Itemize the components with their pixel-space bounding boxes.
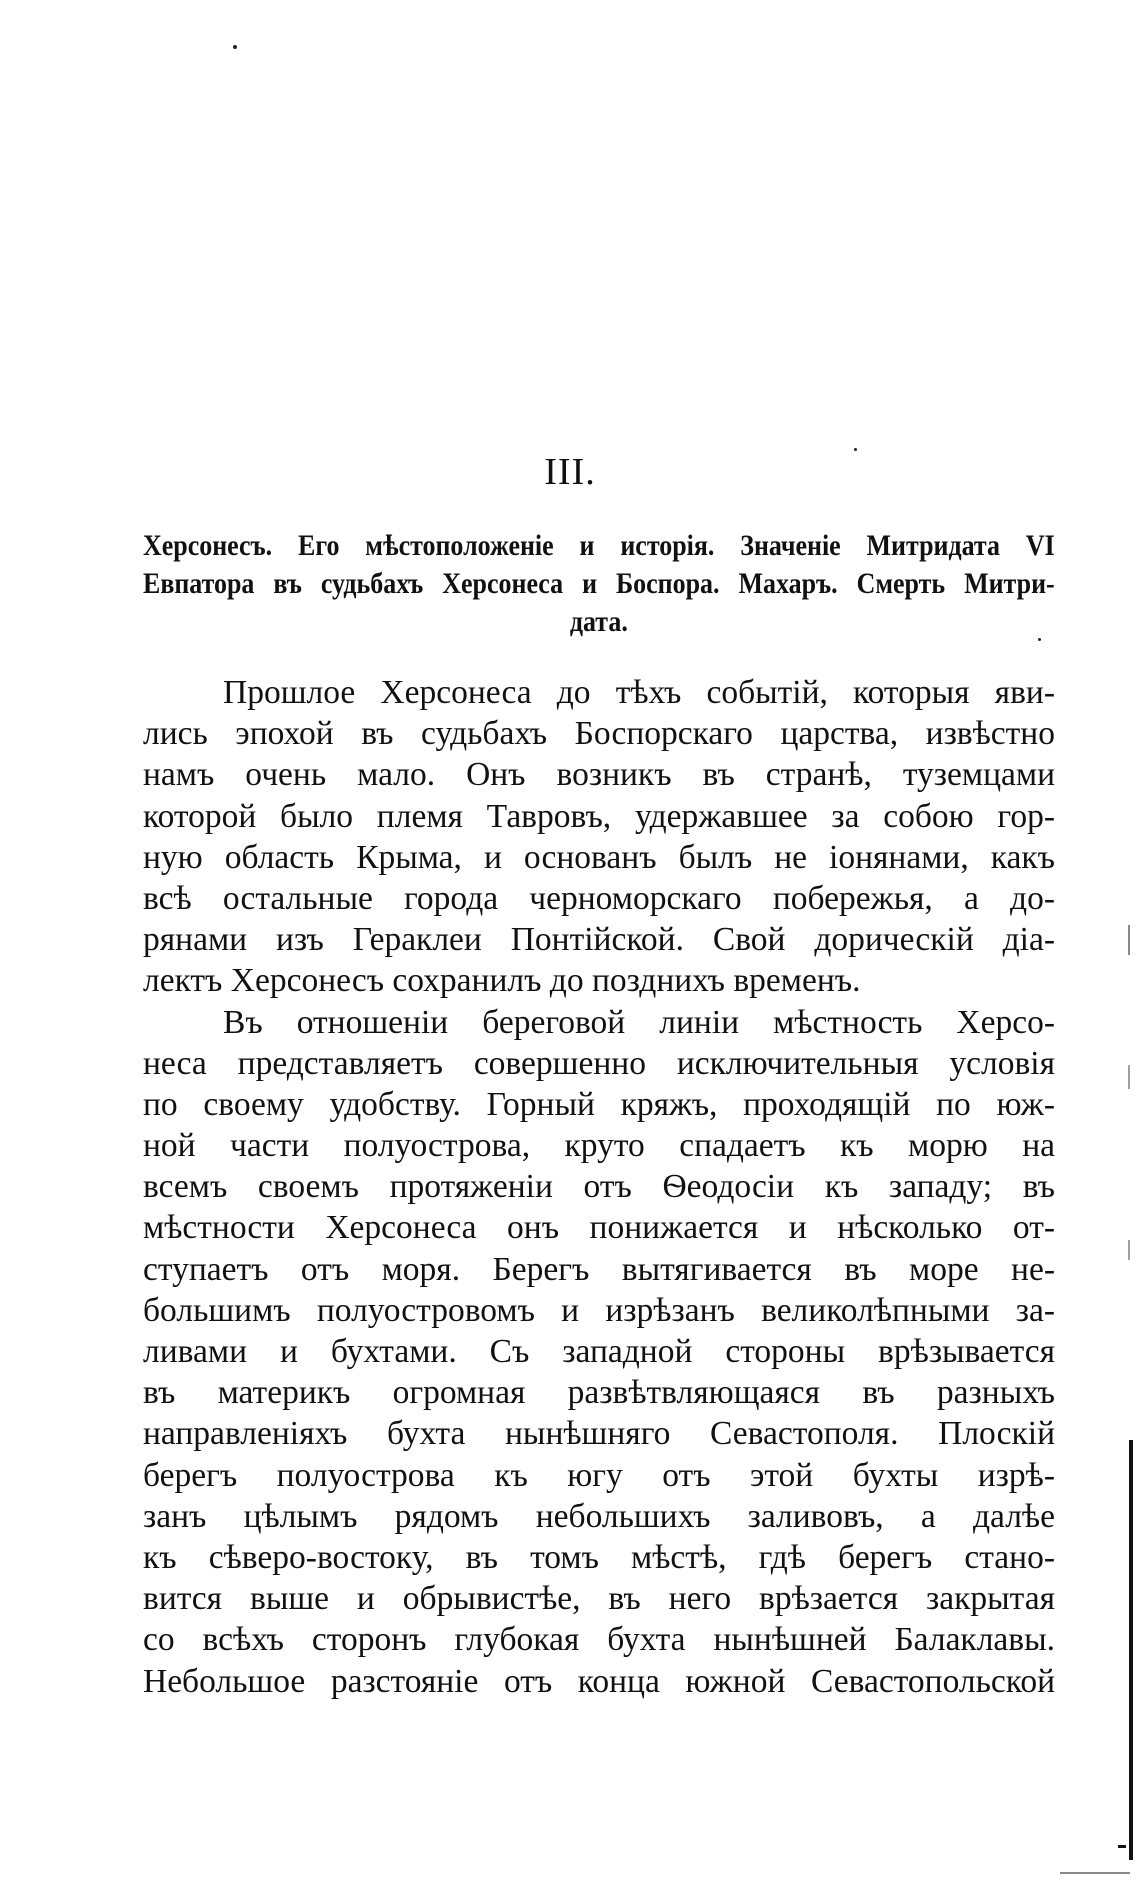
text-line: ступаетъ отъ моря. Берегъ вытягивается въ море не- [143, 1250, 1055, 1288]
text-line: рянами изъ Гераклеи Понтійской. Свой дорическій діа- [143, 921, 1055, 959]
page-edge-mark [1128, 1240, 1130, 1260]
text-line: которой было племя Тавровъ, удержавшее за собою гор- [143, 797, 1055, 835]
text-line: къ сѣверо-востоку, въ томъ мѣстѣ, гдѣ берегъ стано- [143, 1538, 1055, 1576]
text-line: ной части полуострова, круто спадаетъ къ морю на [143, 1127, 1055, 1165]
text-line: Прошлое Херсонеса до тѣхъ событій, которыя яви- [223, 674, 1055, 711]
page-edge-mark [1128, 1065, 1130, 1089]
paragraph [143, 672, 1055, 1002]
text-line: вится выше и обрывистѣе, въ него врѣзается закрытая [143, 1580, 1055, 1618]
summary-line: Евпатора въ судьбахъ Херсонеса и Боспора. Махаръ. Смерть Митри- [143, 568, 1055, 600]
body-text [143, 672, 1055, 1702]
text-line: всѣ остальные города черноморскаго побережья, а до- [143, 879, 1055, 917]
text-line: большимъ полуостровомъ и изрѣзанъ великолѣпными за- [143, 1291, 1055, 1329]
text-line: въ материкъ огромная развѣтвляющаяся въ разныхъ [143, 1374, 1055, 1412]
text-line: Небольшое разстояніе отъ конца южной Севастопольской [143, 1662, 1055, 1700]
text-line: намъ очень мало. Онъ возникъ въ странѣ, туземцами [143, 756, 1055, 794]
text-line: берегъ полуострова къ югу отъ этой бухты изрѣ- [143, 1456, 1055, 1494]
chapter-summary [143, 527, 1055, 641]
text-line: Въ отношеніи береговой линіи мѣстность Херсо- [223, 1003, 1055, 1041]
text-line: лись эпохой въ судьбахъ Боспорскаго царства, извѣстно [143, 715, 1055, 753]
text-line: мѣстности Херсонеса онъ понижается и нѣсколько от- [143, 1209, 1055, 1247]
text-line: со всѣхъ сторонъ глубокая бухта нынѣшней Балаклавы. [143, 1621, 1055, 1659]
text-line: всемъ своемъ протяженіи отъ Ѳеодосіи къ западу; въ [143, 1168, 1055, 1206]
page-edge-mark [1118, 1845, 1126, 1848]
text-line: ливами и бухтами. Съ западной стороны врѣзывается [143, 1333, 1055, 1370]
text-line: направленіяхъ бухта нынѣшняго Севастополя. Плоскій [143, 1415, 1055, 1453]
paragraph [143, 1002, 1055, 1702]
page-edge-mark [1129, 1440, 1133, 1860]
page-edge-mark [1128, 925, 1130, 955]
chapter-number: III. [544, 451, 596, 493]
scan-speck [233, 45, 237, 49]
summary-line: Херсонесъ. Его мѣстоположеніе и исторія. Значеніе Митридата VI [143, 530, 1055, 562]
text-line: неса представляетъ совершенно исключительныя условія [143, 1044, 1055, 1082]
text-line: ную область Крыма, и основанъ былъ не іонянами, какъ [143, 838, 1055, 876]
summary-line: дата. [569, 606, 628, 638]
text-line: по своему удобству. Горный кряжъ, проходящій по юж- [143, 1085, 1055, 1123]
text-line: лектъ Херсонесъ сохранилъ до позднихъ временъ. [143, 962, 861, 1000]
text-line: занъ цѣлымъ рядомъ небольшихъ заливовъ, а далѣе [143, 1497, 1055, 1535]
page-edge-mark [1060, 1872, 1130, 1874]
